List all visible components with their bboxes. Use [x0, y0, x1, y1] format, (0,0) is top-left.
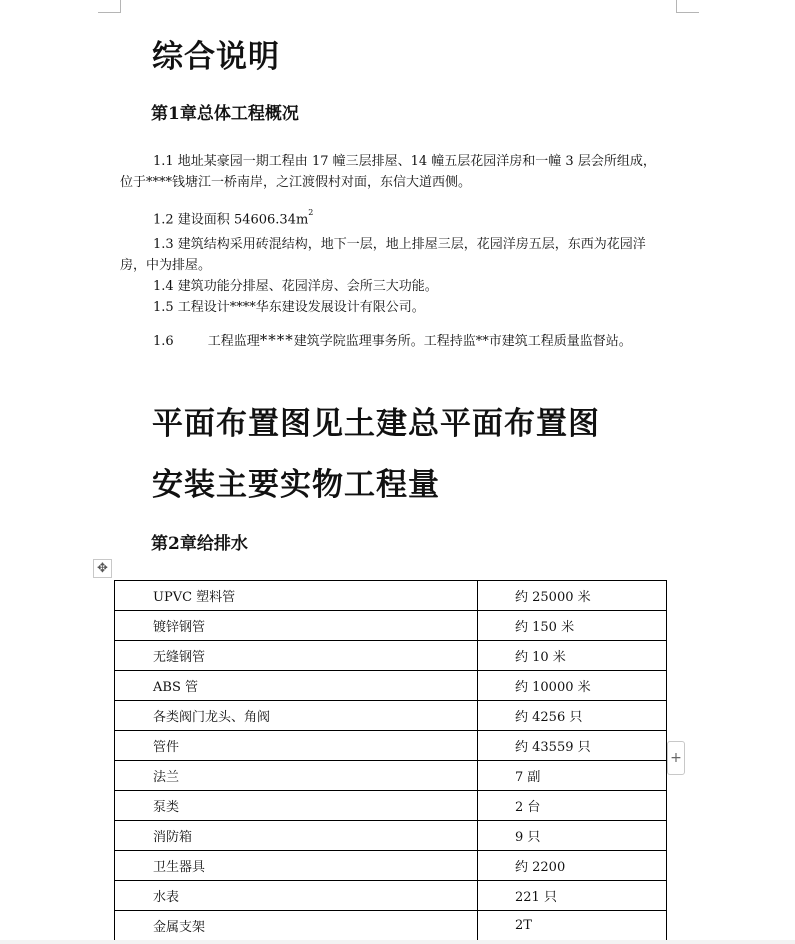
quantities-heading: 安装主要实物工程量 [152, 467, 440, 503]
quantity-cell[interactable]: 约 10000 米 [478, 671, 667, 701]
plus-icon: + [670, 750, 682, 766]
item-1-2 [153, 205, 313, 230]
quantities-table [114, 580, 667, 941]
item-1-4: 1.4 建筑功能分排屋、花园洋房、会所三大功能。 [153, 279, 438, 294]
quantity-cell[interactable]: 约 150 米 [478, 611, 667, 641]
item-name-cell[interactable]: UPVC 塑料管 [115, 581, 478, 611]
item-1-3-line2: 房，中为排屋。 [120, 258, 212, 273]
table-row [115, 761, 667, 791]
table-row [115, 641, 667, 671]
item-name-cell[interactable]: 各类阀门龙头、角阀 [115, 701, 478, 731]
item-1-6-pre: 工程监理 [207, 334, 260, 349]
item-name-cell[interactable]: 泵类 [115, 791, 478, 821]
table-move-handle[interactable] [93, 559, 112, 578]
quantity-cell[interactable]: 7 副 [478, 761, 667, 791]
table-row [115, 731, 667, 761]
item-name-cell[interactable]: 镀锌钢管 [115, 611, 478, 641]
quantity-cell[interactable]: 9 只 [478, 821, 667, 851]
item-1-6-number: 1.6 [153, 334, 174, 349]
table-row [115, 701, 667, 731]
item-1-6-post: 建筑学院监理事务所。工程持监**市建筑工程质量监督站。 [293, 334, 632, 349]
item-name-cell[interactable]: 消防箱 [115, 821, 478, 851]
item-name-cell[interactable]: 管件 [115, 731, 478, 761]
table-add-row-button[interactable] [667, 741, 685, 775]
item-name-cell[interactable]: ABS 管 [115, 671, 478, 701]
item-1-1-line2: 位于****钱塘江一桥南岸，之江渡假村对面，东信大道西侧。 [120, 175, 472, 190]
quantity-cell[interactable]: 约 25000 米 [478, 581, 667, 611]
quantity-cell[interactable]: 约 43559 只 [478, 731, 667, 761]
item-1-6 [153, 330, 632, 352]
item-1-1-line1: 1.1 地址某豪园一期工程由 17 幢三层排屋、14 幢五层花园洋房和一幢 3 层会所组成， [153, 154, 656, 169]
table-row [115, 821, 667, 851]
item-name-cell[interactable]: 金属支架 [115, 911, 478, 941]
layout-heading: 平面布置图见土建总平面布置图 [152, 406, 600, 442]
move-arrows-icon: ✥ [97, 561, 108, 576]
quantity-cell[interactable]: 约 2200 [478, 851, 667, 881]
table-row [115, 581, 667, 611]
quantity-cell[interactable]: 2 台 [478, 791, 667, 821]
table-row [115, 611, 667, 641]
item-1-6-stars: **** [259, 331, 294, 349]
item-1-2-text: 1.2 建设面积 54606.34m [153, 212, 309, 228]
item-1-2-superscript: 2 [308, 208, 314, 217]
item-name-cell[interactable]: 法兰 [115, 761, 478, 791]
quantity-cell[interactable]: 约 4256 只 [478, 701, 667, 731]
page-corner-mark-left [98, 0, 121, 13]
quantity-cell[interactable]: 约 10 米 [478, 641, 667, 671]
table-row [115, 881, 667, 911]
chapter1-heading: 第1章总体工程概况 [151, 104, 299, 124]
quantity-cell[interactable]: 2T [478, 911, 667, 941]
item-name-cell[interactable]: 水表 [115, 881, 478, 911]
page-corner-mark-right [676, 0, 699, 13]
document-title: 综合说明 [152, 39, 280, 75]
table-row [115, 851, 667, 881]
quantity-cell[interactable]: 221 只 [478, 881, 667, 911]
item-1-3-line1: 1.3 建筑结构采用砖混结构，地下一层，地上排屋三层，花园洋房五层，东西为花园洋 [153, 237, 646, 252]
item-name-cell[interactable]: 卫生器具 [115, 851, 478, 881]
item-1-5: 1.5 工程设计****华东建设发展设计有限公司。 [153, 300, 425, 315]
chapter2-heading: 第2章给排水 [151, 534, 248, 554]
table-row [115, 671, 667, 701]
table-row [115, 911, 667, 941]
item-name-cell[interactable]: 无缝钢管 [115, 641, 478, 671]
page-bottom-edge [0, 940, 795, 944]
table-row [115, 791, 667, 821]
